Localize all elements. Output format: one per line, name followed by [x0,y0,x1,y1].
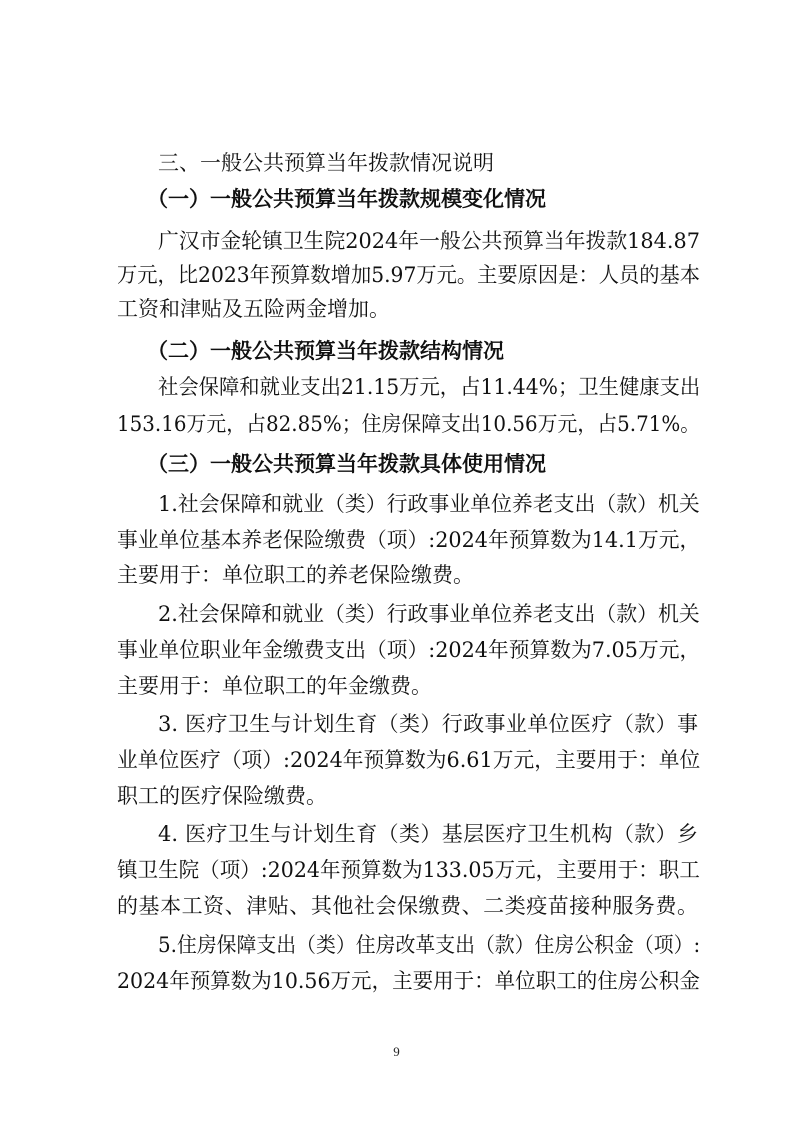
item-1-line-1: 1.社会保障和就业（类）行政事业单位养老支出（款）机关 [158,492,700,516]
sub1-line-3: 工资和津贴及五险两金增加。 [117,297,390,321]
sub2-line-1: 社会保障和就业支出21.15万元，占11.44%；卫生健康支出 [158,375,701,399]
page-number: 9 [393,1044,400,1059]
item-2-line-3: 主要用于：单位职工的年金缴费。 [117,674,432,698]
item-2-line-1: 2.社会保障和就业（类）行政事业单位养老支出（款）机关 [158,602,700,626]
item-2-line-2: 事业单位职业年金缴费支出（项）:2024年预算数为7.05万元， [117,638,701,662]
sub1-line-1: 广汉市金轮镇卫生院2024年一般公共预算当年拨款184.87 [158,229,700,253]
item-4-line-2: 镇卫生院（项）:2024年预算数为133.05万元，主要用于：职工 [117,858,700,882]
item-3-line-2: 业单位医疗（项）:2024年预算数为6.61万元，主要用于：单位 [117,748,701,772]
sub2-line-2: 153.16万元，占82.85%；住房保障支出10.56万元，占5.71%。 [117,412,701,436]
item-4-line-3: 的基本工资、津贴、其他社会保缴费、二类疫苗接种服务费。 [117,894,698,918]
section-heading: 三、一般公共预算当年拨款情况说明 [158,151,494,175]
item-3-line-1: 3. 医疗卫生与计划生育（类）行政事业单位医疗（款）事 [158,712,698,736]
item-5-line-2: 2024年预算数为10.56万元，主要用于：单位职工的住房公积金 [117,969,700,993]
item-1-line-2: 事业单位基本养老保险缴费（项）:2024年预算数为14.1万元， [117,528,701,552]
item-3-line-3: 职工的医疗保险缴费。 [117,784,327,808]
subsection-1-heading: （一）一般公共预算当年拨款规模变化情况 [147,186,546,211]
sub1-line-2: 万元，比2023年预算数增加5.97万元。主要原因是：人员的基本 [117,263,701,287]
item-4-line-1: 4. 医疗卫生与计划生育（类）基层医疗卫生机构（款）乡 [158,822,698,846]
item-1-line-3: 主要用于：单位职工的养老保险缴费。 [117,563,474,587]
subsection-3-heading: （三）一般公共预算当年拨款具体使用情况 [147,451,546,476]
item-5-line-1: 5.住房保障支出（类）住房改革支出（款）住房公积金（项）: [158,933,701,957]
subsection-2-heading: （二）一般公共预算当年拨款结构情况 [147,338,504,363]
